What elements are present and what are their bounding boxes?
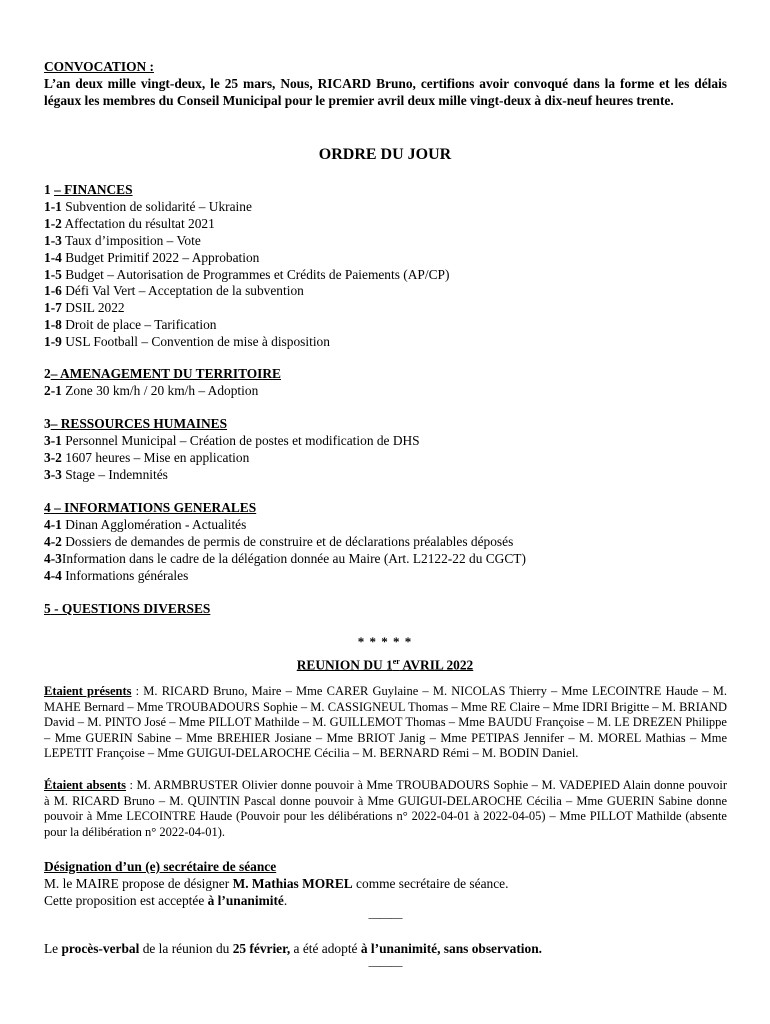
section-heading: 1 – FINANCES	[44, 182, 133, 197]
agenda-item: 1-5 Budget – Autorisation de Programmes et Crédits de Paiements (AP/CP)	[44, 266, 450, 282]
agenda-section-amenagement	[44, 366, 727, 400]
attendees-absent	[44, 778, 727, 840]
attendees-present	[44, 684, 727, 762]
separator-line: ———	[368, 958, 402, 972]
section-heading: 5 - QUESTIONS DIVERSES	[44, 601, 211, 616]
section-heading: 4 – INFORMATIONS GENERALES	[44, 500, 257, 515]
designation-line-2: Cette proposition est acceptée à l’unanimité.	[44, 893, 288, 908]
agenda-item: 1-2 Affectation du résultat 2021	[44, 215, 215, 231]
agenda-item: 1-1 Subvention de solidarité – Ukraine	[44, 198, 252, 214]
convocation-title: CONVOCATION :	[44, 59, 154, 74]
agenda-item: 4-1 Dinan Agglomération - Actualités	[44, 516, 247, 532]
separator-line: ———	[368, 910, 402, 924]
absent-label: Étaient absents	[44, 778, 127, 792]
separator-stars: * * * * *	[357, 634, 413, 649]
agenda-item: 1-4 Budget Primitif 2022 – Approbation	[44, 249, 260, 265]
agenda-item: 3-1 Personnel Municipal – Création de postes et modification de DHS	[44, 432, 420, 448]
meeting-title: REUNION DU 1er AVRIL 2022	[296, 657, 474, 673]
proces-verbal-statement: Le procès-verbal de la réunion du 25 février, a été adopté à l’unanimité, sans observation.	[44, 941, 543, 956]
agenda-item: 4-2 Dossiers de demandes de permis de construire et de déclarations préalables déposés	[44, 533, 514, 549]
agenda-section-finances	[44, 182, 727, 351]
agenda-item: 2-1 Zone 30 km/h / 20 km/h – Adoption	[44, 382, 259, 398]
agenda-item: 1-6 Défi Val Vert – Acceptation de la subvention	[44, 283, 304, 299]
agenda-item: 3-2 1607 heures – Mise en application	[44, 449, 250, 465]
convocation-text: L’an deux mille vingt-deux, le 25 mars, Nous, RICARD Bruno, certifions avoir convoqué dans la forme et les délais légaux les membres du Conseil Municipal pour le premier avril deux mille vingt-deux à dix-neuf heures trente.	[44, 76, 727, 108]
agenda-item: 1-8 Droit de place – Tarification	[44, 317, 217, 333]
agenda-item: 4-4 Informations générales	[44, 567, 189, 583]
designation-title: Désignation d’un (e) secrétaire de séance	[44, 859, 277, 874]
designation-line-1: M. le MAIRE propose de désigner M. Mathias MOREL comme secrétaire de séance.	[44, 876, 509, 891]
absent-list: : M. ARMBRUSTER Olivier donne pouvoir à Mme TROUBADOURS Sophie – M. VADEPIED Alain donne pouvoir à M. RICARD Bruno – M. QUINTIN Pascal donne pouvoir à Mme GUIGUI-DELAROCHE Cécilia – Mme GUERIN Sabine donne pouvoir à Mme LECOINTRE Haude (Pouvoir pour les délibérations n° 2022-04-01 à 2022-04-05) – Mme PILLOT Mathilde (absente pour la délibération n° 2022-04-01).	[44, 778, 727, 839]
present-list: : M. RICARD Bruno, Maire – Mme CARER Guylaine – M. NICOLAS Thierry – Mme LECOINTRE Haude – M. MAHE Bernard – Mme TROUBADOURS Sophie – M. CASSIGNEUL Thomas – Mme RE Claire – Mme IDRI Brigitte – M. BRIAND David – M. PINTO José – Mme PILLOT Mathilde – M. GUILLEMOT Thomas – Mme BAUDU Françoise – M. LE DREZEN Philippe – Mme GUERIN Sabine – Mme BREHIER Josiane – Mme BRIOT Janig – Mme PETIPAS Jennifer – M. MOREL Mathias – Mme LEPETIT Françoise – Mme GUIGUI-DELAROCHE Cécilia – M. BERNARD Rémi – M. BODIN Daniel.	[44, 684, 728, 761]
agenda-item: 1-3 Taux d’imposition – Vote	[44, 232, 201, 248]
convocation-block	[44, 58, 727, 109]
agenda-item: 1-7 DSIL 2022	[44, 300, 125, 316]
section-heading: 2– AMENAGEMENT DU TERRITOIRE	[44, 366, 281, 381]
agenda-title: ORDRE DU JOUR	[318, 146, 452, 163]
present-label: Etaient présents	[44, 684, 132, 698]
agenda-item: 1-9 USL Football – Convention de mise à disposition	[44, 334, 330, 350]
section-heading: 3– RESSOURCES HUMAINES	[44, 416, 228, 431]
agenda-section-informations	[44, 500, 727, 585]
agenda-item: 4-3Information dans le cadre de la délégation donnée au Maire (Art. L2122-22 du CGCT)	[44, 550, 526, 566]
agenda-item: 3-3 Stage – Indemnités	[44, 466, 168, 482]
agenda-section-questions-diverses	[44, 601, 727, 618]
secretary-designation	[44, 858, 727, 909]
agenda-section-ressources-humaines	[44, 416, 727, 484]
